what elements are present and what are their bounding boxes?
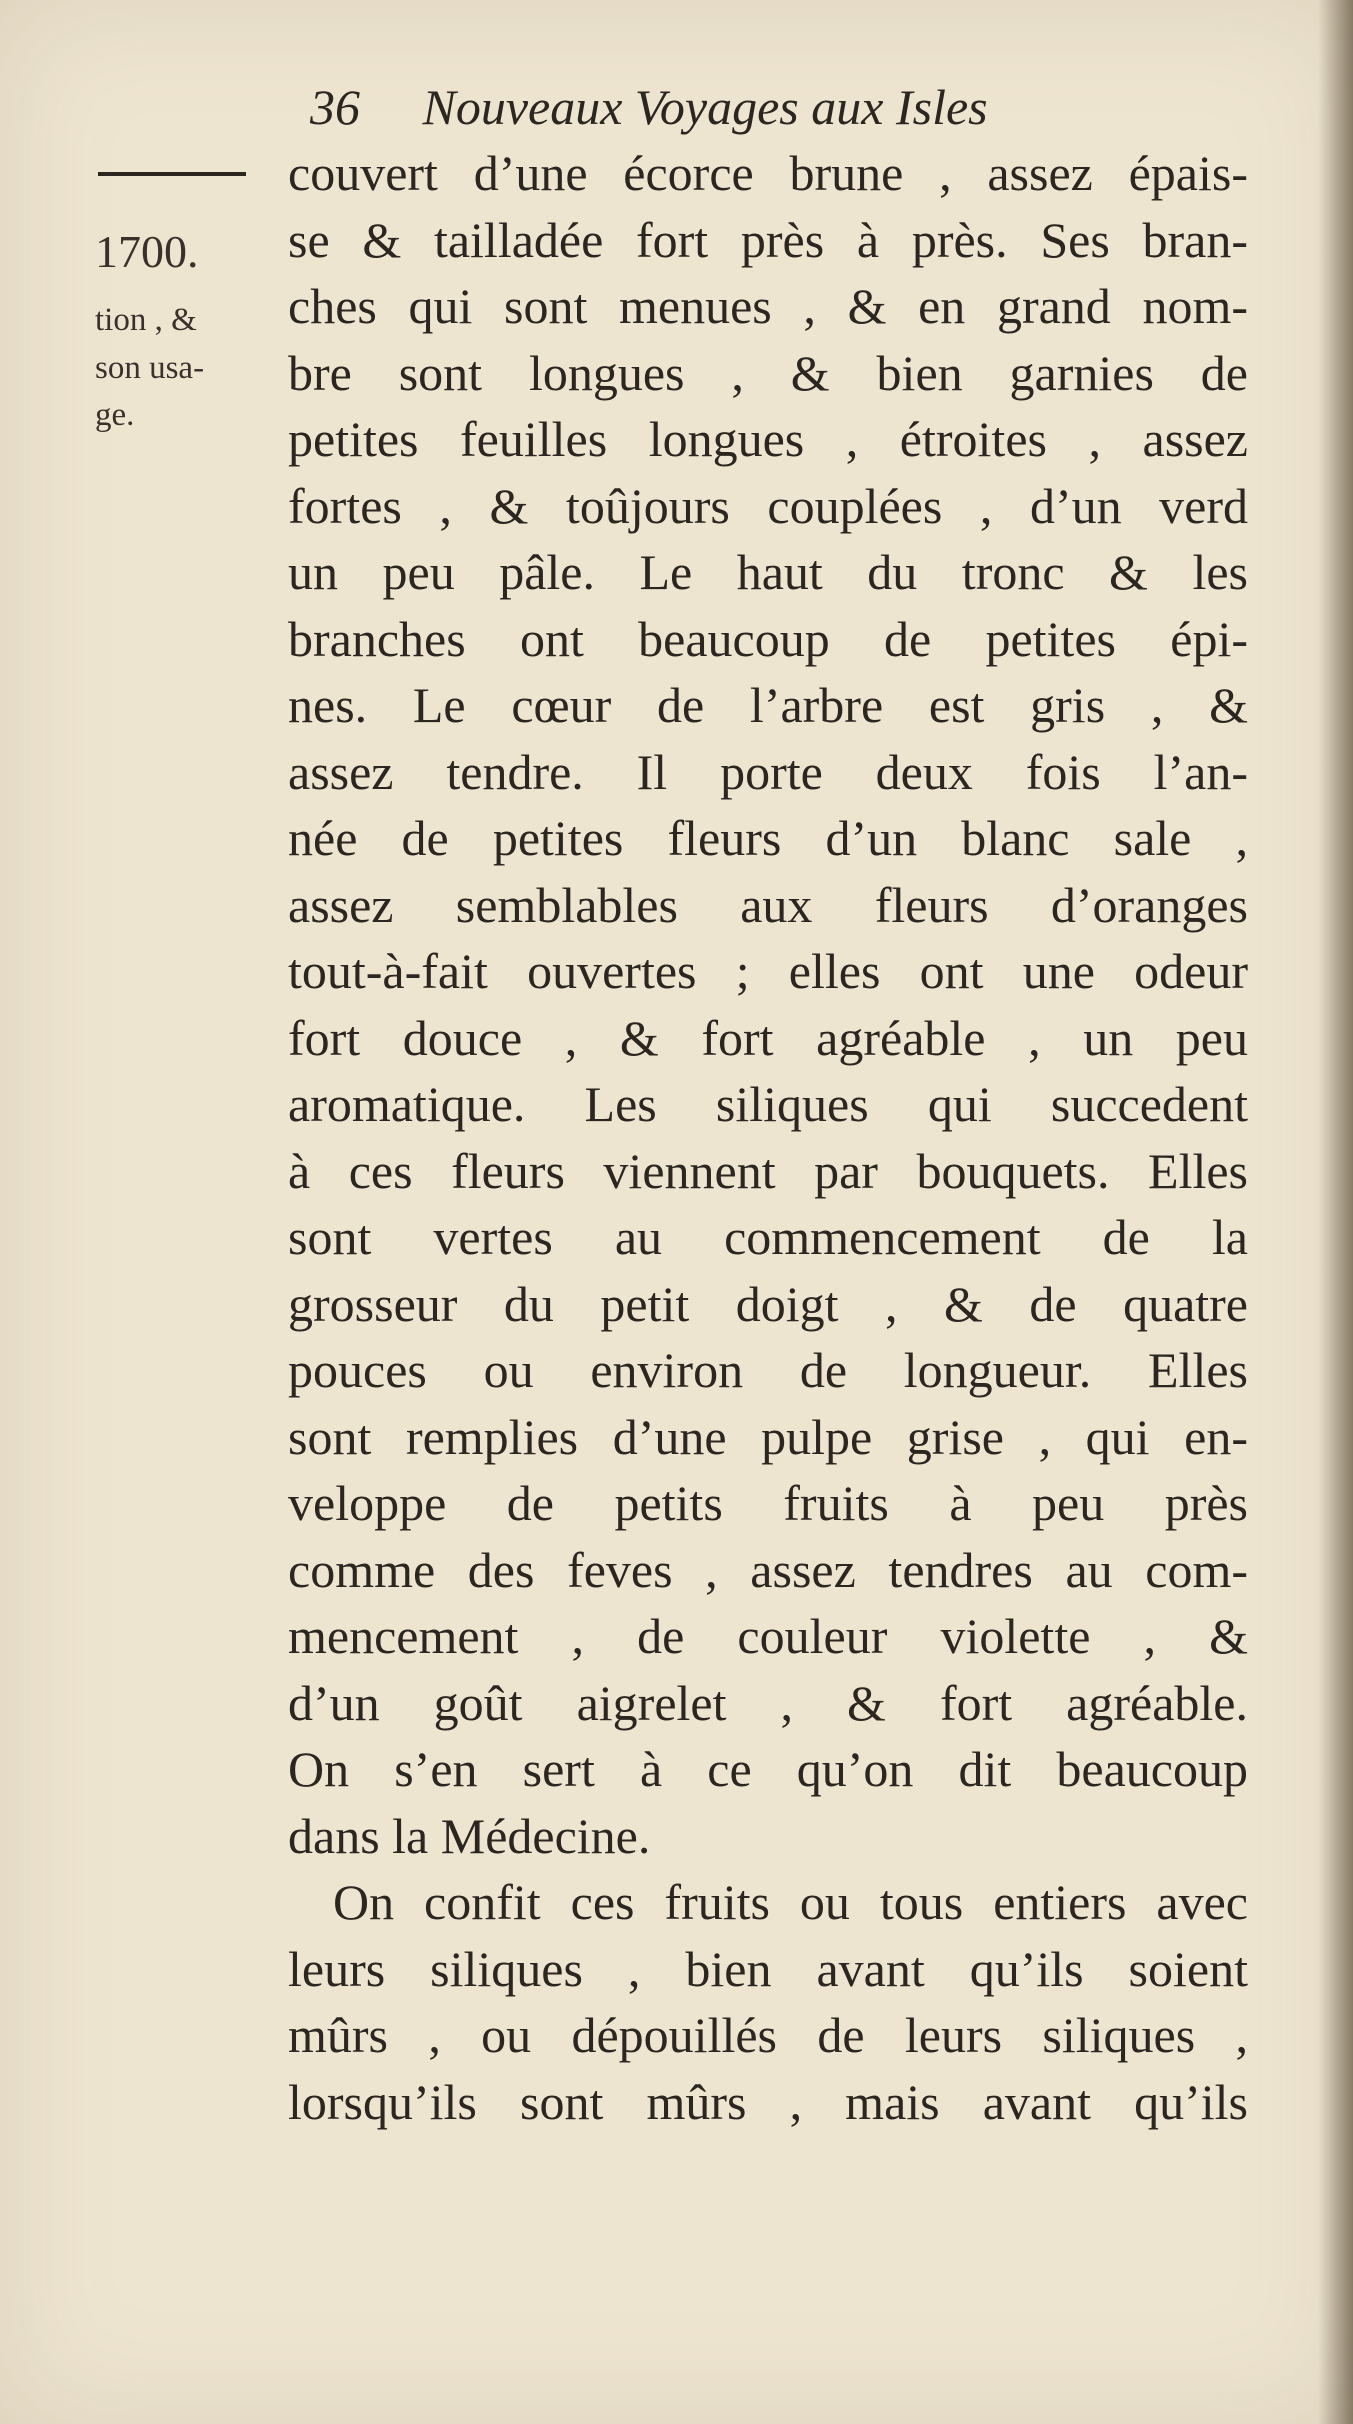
text-line: On s’en sert à ce qu’on dit beaucoup	[288, 1741, 1248, 1797]
margin-note-line: tion , &	[95, 302, 197, 338]
margin-note-line: ge.	[95, 397, 135, 433]
text-line: fort douce , & fort agréable , un peu	[288, 1009, 1248, 1066]
text-line: à ces fleurs viennent par bouquets. Elles	[288, 1142, 1248, 1199]
text-line: fortes , & toûjours couplées , d’un verd	[288, 477, 1248, 534]
text-line: comme des feves , assez tendres au com-	[288, 1541, 1248, 1598]
text-line: ches qui sont menues , & en grand nom-	[288, 278, 1248, 334]
text-line: aromatique. Les siliques qui succedent	[288, 1076, 1248, 1132]
text-line: un peu pâle. Le haut du tronc & les	[288, 544, 1248, 600]
margin-note-line: son usa-	[95, 350, 205, 386]
text-line: nes. Le cœur de l’arbre est gris , &	[288, 677, 1248, 733]
text-line: dans la Médecine.	[288, 1807, 651, 1864]
text-line: pouces ou environ de longueur. Elles	[288, 1342, 1248, 1398]
text-line: se & tailladée fort près à près. Ses bran-	[288, 211, 1248, 268]
text-line: mûrs , ou dépouillés de leurs siliques ,	[288, 2007, 1248, 2063]
text-line: On confit ces fruits ou tous entiers avec	[333, 1874, 1248, 1930]
page-number: 36	[310, 79, 360, 135]
text-line: mencement , de couleur violette , &	[288, 1608, 1248, 1664]
running-header	[310, 72, 1210, 142]
text-line: couvert d’une écorce brune , assez épais-	[288, 145, 1248, 201]
text-line: bre sont longues , & bien garnies de	[288, 344, 1248, 401]
page-edge-shadow	[1318, 0, 1353, 2424]
text-line: née de petites fleurs d’un blanc sale ,	[288, 810, 1248, 866]
text-line: lorsqu’ils sont mûrs , mais avant qu’ils	[288, 2073, 1248, 2130]
text-line: veloppe de petits fruits à peu près	[288, 1475, 1248, 1531]
text-line: petites feuilles longues , étroites , assez	[288, 411, 1248, 467]
text-line: tout-à-fait ouvertes ; elles ont une odeur	[288, 943, 1248, 999]
running-title: Nouveaux Voyages aux Isles	[422, 79, 988, 135]
margin-rule	[98, 172, 246, 176]
text-line: sont remplies d’une pulpe grise , qui en-	[288, 1408, 1248, 1465]
text-line: leurs siliques , bien avant qu’ils soient	[288, 1940, 1248, 1997]
text-line: d’un goût aigrelet , & fort agréable.	[288, 1674, 1248, 1731]
text-line: branches ont beaucoup de petites épi-	[288, 610, 1248, 667]
text-line: assez semblables aux fleurs d’oranges	[288, 876, 1248, 933]
text-line: grosseur du petit doigt , & de quatre	[288, 1275, 1248, 1332]
margin-year: 1700.	[95, 226, 199, 277]
text-line: sont vertes au commencement de la	[288, 1209, 1248, 1265]
text-line: assez tendre. Il porte deux fois l’an-	[288, 743, 1248, 800]
body-text	[288, 140, 1248, 2135]
